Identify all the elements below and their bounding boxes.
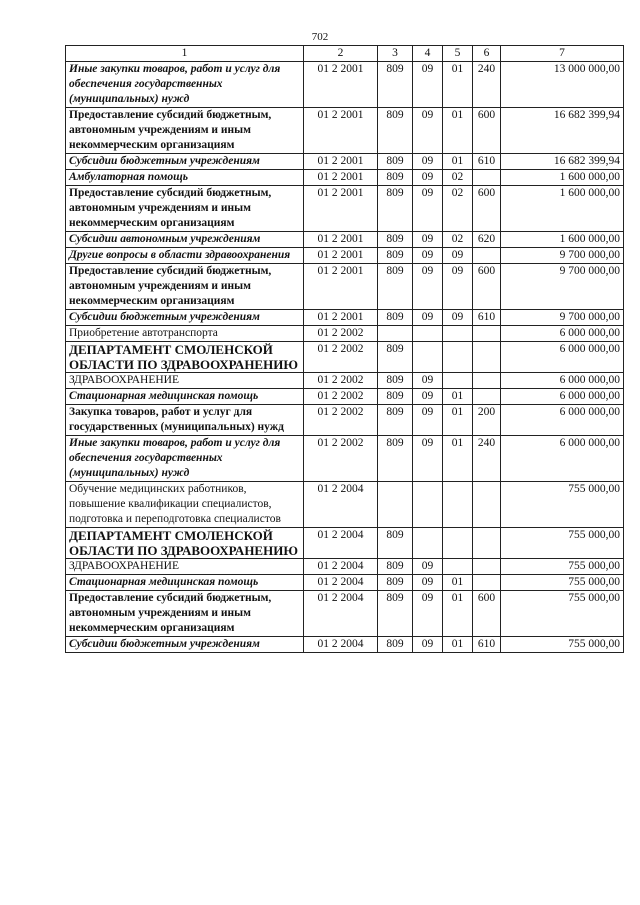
target-article-code: 01 2 2004 (304, 482, 378, 528)
header-col-5: 5 (443, 46, 473, 62)
target-article-code: 01 2 2001 (304, 310, 378, 326)
table-row (66, 248, 624, 264)
target-article-code: 01 2 2001 (304, 170, 378, 186)
subsection-code: 01 (443, 389, 473, 405)
grbs-code: 809 (378, 248, 413, 264)
target-article-code: 01 2 2004 (304, 528, 378, 559)
table-row (66, 436, 624, 482)
row-name: Предоставление субсидий бюджетным, автономным учреждениям и иным некоммерческим организациям (66, 591, 304, 637)
subsection-code: 01 (443, 154, 473, 170)
amount: 755 000,00 (501, 482, 624, 528)
amount: 1 600 000,00 (501, 232, 624, 248)
grbs-code: 809 (378, 154, 413, 170)
row-name: ЗДРАВООХРАНЕНИЕ (66, 373, 304, 389)
header-col-7: 7 (501, 46, 624, 62)
grbs-code (378, 326, 413, 342)
subsection-code: 02 (443, 186, 473, 232)
expense-type-code: 610 (473, 154, 501, 170)
target-article-code: 01 2 2002 (304, 373, 378, 389)
amount: 6 000 000,00 (501, 326, 624, 342)
section-code: 09 (413, 575, 443, 591)
section-code: 09 (413, 373, 443, 389)
section-code: 09 (413, 559, 443, 575)
subsection-code (443, 559, 473, 575)
table-row (66, 342, 624, 373)
amount: 1 600 000,00 (501, 170, 624, 186)
amount: 755 000,00 (501, 575, 624, 591)
section-code: 09 (413, 310, 443, 326)
amount: 1 600 000,00 (501, 186, 624, 232)
amount: 755 000,00 (501, 528, 624, 559)
grbs-code: 809 (378, 528, 413, 559)
table-row (66, 326, 624, 342)
row-name: Иные закупки товаров, работ и услуг для обеспечения государственных (муниципальных) нужд (66, 62, 304, 108)
target-article-code: 01 2 2001 (304, 186, 378, 232)
table-row (66, 62, 624, 108)
target-article-code: 01 2 2002 (304, 436, 378, 482)
section-code: 09 (413, 108, 443, 154)
subsection-code: 01 (443, 62, 473, 108)
table-row (66, 528, 624, 559)
subsection-code: 09 (443, 264, 473, 310)
target-article-code: 01 2 2001 (304, 108, 378, 154)
header-col-3: 3 (378, 46, 413, 62)
subsection-code: 01 (443, 436, 473, 482)
section-code (413, 326, 443, 342)
target-article-code: 01 2 2001 (304, 248, 378, 264)
section-code: 09 (413, 62, 443, 108)
amount: 6 000 000,00 (501, 389, 624, 405)
expense-type-code (473, 528, 501, 559)
amount: 13 000 000,00 (501, 62, 624, 108)
table-row (66, 591, 624, 637)
header-col-4: 4 (413, 46, 443, 62)
section-code (413, 528, 443, 559)
grbs-code: 809 (378, 232, 413, 248)
subsection-code (443, 326, 473, 342)
section-code: 09 (413, 170, 443, 186)
expense-type-code (473, 482, 501, 528)
subsection-code: 01 (443, 575, 473, 591)
header-row (66, 46, 624, 62)
grbs-code (378, 482, 413, 528)
row-name: Обучение медицинских работников, повышение квалификации специалистов, подготовка и переподготовка специалистов (66, 482, 304, 528)
target-article-code: 01 2 2002 (304, 326, 378, 342)
expense-type-code: 240 (473, 62, 501, 108)
subsection-code: 01 (443, 637, 473, 653)
expense-type-code: 600 (473, 591, 501, 637)
table-row (66, 559, 624, 575)
table-row (66, 389, 624, 405)
section-code: 09 (413, 264, 443, 310)
target-article-code: 01 2 2001 (304, 264, 378, 310)
target-article-code: 01 2 2002 (304, 342, 378, 373)
grbs-code: 809 (378, 559, 413, 575)
section-code: 09 (413, 389, 443, 405)
row-name: ЗДРАВООХРАНЕНИЕ (66, 559, 304, 575)
target-article-code: 01 2 2004 (304, 559, 378, 575)
subsection-code: 01 (443, 405, 473, 436)
subsection-code: 01 (443, 591, 473, 637)
subsection-code (443, 342, 473, 373)
grbs-code: 809 (378, 264, 413, 310)
section-code: 09 (413, 637, 443, 653)
grbs-code: 809 (378, 389, 413, 405)
subsection-code (443, 482, 473, 528)
row-name: Субсидии бюджетным учреждениям (66, 637, 304, 653)
subsection-code: 09 (443, 248, 473, 264)
budget-table (65, 45, 624, 653)
amount: 9 700 000,00 (501, 310, 624, 326)
row-name: Закупка товаров, работ и услуг для государственных (муниципальных) нужд (66, 405, 304, 436)
expense-type-code: 600 (473, 264, 501, 310)
grbs-code: 809 (378, 62, 413, 108)
target-article-code: 01 2 2002 (304, 405, 378, 436)
row-name: ДЕПАРТАМЕНТ СМОЛЕНСКОЙ ОБЛАСТИ ПО ЗДРАВООХРАНЕНИЮ (66, 528, 304, 559)
row-name: Предоставление субсидий бюджетным, автономным учреждениям и иным некоммерческим организациям (66, 264, 304, 310)
table-row (66, 637, 624, 653)
row-name: Субсидии бюджетным учреждениям (66, 310, 304, 326)
table-row (66, 373, 624, 389)
target-article-code: 01 2 2004 (304, 637, 378, 653)
table-row (66, 264, 624, 310)
amount: 6 000 000,00 (501, 405, 624, 436)
section-code: 09 (413, 591, 443, 637)
grbs-code: 809 (378, 108, 413, 154)
expense-type-code: 240 (473, 436, 501, 482)
row-name: Стационарная медицинская помощь (66, 575, 304, 591)
row-name: Иные закупки товаров, работ и услуг для обеспечения государственных (муниципальных) нужд (66, 436, 304, 482)
grbs-code: 809 (378, 637, 413, 653)
table-row (66, 310, 624, 326)
amount: 755 000,00 (501, 559, 624, 575)
grbs-code: 809 (378, 591, 413, 637)
target-article-code: 01 2 2001 (304, 232, 378, 248)
section-code: 09 (413, 436, 443, 482)
table-row (66, 170, 624, 186)
header-col-6: 6 (473, 46, 501, 62)
expense-type-code (473, 326, 501, 342)
table-row (66, 108, 624, 154)
subsection-code: 09 (443, 310, 473, 326)
amount: 9 700 000,00 (501, 248, 624, 264)
page-number: 702 (311, 31, 329, 43)
row-name: ДЕПАРТАМЕНТ СМОЛЕНСКОЙ ОБЛАСТИ ПО ЗДРАВООХРАНЕНИЮ (66, 342, 304, 373)
row-name: Другие вопросы в области здравоохранения (66, 248, 304, 264)
expense-type-code (473, 559, 501, 575)
grbs-code: 809 (378, 373, 413, 389)
table-row (66, 482, 624, 528)
amount: 6 000 000,00 (501, 342, 624, 373)
target-article-code: 01 2 2004 (304, 575, 378, 591)
expense-type-code (473, 342, 501, 373)
table-body (66, 62, 624, 653)
amount: 755 000,00 (501, 637, 624, 653)
amount: 16 682 399,94 (501, 154, 624, 170)
subsection-code: 01 (443, 108, 473, 154)
grbs-code: 809 (378, 405, 413, 436)
grbs-code: 809 (378, 186, 413, 232)
grbs-code: 809 (378, 342, 413, 373)
row-name: Субсидии бюджетным учреждениям (66, 154, 304, 170)
row-name: Приобретение автотранспорта (66, 326, 304, 342)
expense-type-code (473, 389, 501, 405)
target-article-code: 01 2 2001 (304, 62, 378, 108)
section-code (413, 482, 443, 528)
header-col-1: 1 (66, 46, 304, 62)
grbs-code: 809 (378, 575, 413, 591)
expense-type-code (473, 575, 501, 591)
amount: 755 000,00 (501, 591, 624, 637)
expense-type-code: 600 (473, 186, 501, 232)
expense-type-code: 600 (473, 108, 501, 154)
grbs-code: 809 (378, 310, 413, 326)
amount: 6 000 000,00 (501, 436, 624, 482)
table-row (66, 232, 624, 248)
section-code: 09 (413, 154, 443, 170)
expense-type-code (473, 248, 501, 264)
expense-type-code: 620 (473, 232, 501, 248)
amount: 16 682 399,94 (501, 108, 624, 154)
row-name: Предоставление субсидий бюджетным, автономным учреждениям и иным некоммерческим организациям (66, 186, 304, 232)
subsection-code (443, 528, 473, 559)
section-code: 09 (413, 186, 443, 232)
expense-type-code (473, 170, 501, 186)
table-row (66, 575, 624, 591)
table-row (66, 186, 624, 232)
expense-type-code: 610 (473, 310, 501, 326)
row-name: Амбулаторная помощь (66, 170, 304, 186)
expense-type-code (473, 373, 501, 389)
table-row (66, 405, 624, 436)
target-article-code: 01 2 2004 (304, 591, 378, 637)
section-code: 09 (413, 232, 443, 248)
target-article-code: 01 2 2002 (304, 389, 378, 405)
amount: 6 000 000,00 (501, 373, 624, 389)
header-col-2: 2 (304, 46, 378, 62)
target-article-code: 01 2 2001 (304, 154, 378, 170)
grbs-code: 809 (378, 170, 413, 186)
section-code: 09 (413, 248, 443, 264)
expense-type-code: 610 (473, 637, 501, 653)
expense-type-code: 200 (473, 405, 501, 436)
table-row (66, 154, 624, 170)
section-code (413, 342, 443, 373)
subsection-code: 02 (443, 232, 473, 248)
row-name: Стационарная медицинская помощь (66, 389, 304, 405)
subsection-code: 02 (443, 170, 473, 186)
section-code: 09 (413, 405, 443, 436)
row-name: Субсидии автономным учреждениям (66, 232, 304, 248)
grbs-code: 809 (378, 436, 413, 482)
row-name: Предоставление субсидий бюджетным, автономным учреждениям и иным некоммерческим организациям (66, 108, 304, 154)
amount: 9 700 000,00 (501, 264, 624, 310)
subsection-code (443, 373, 473, 389)
